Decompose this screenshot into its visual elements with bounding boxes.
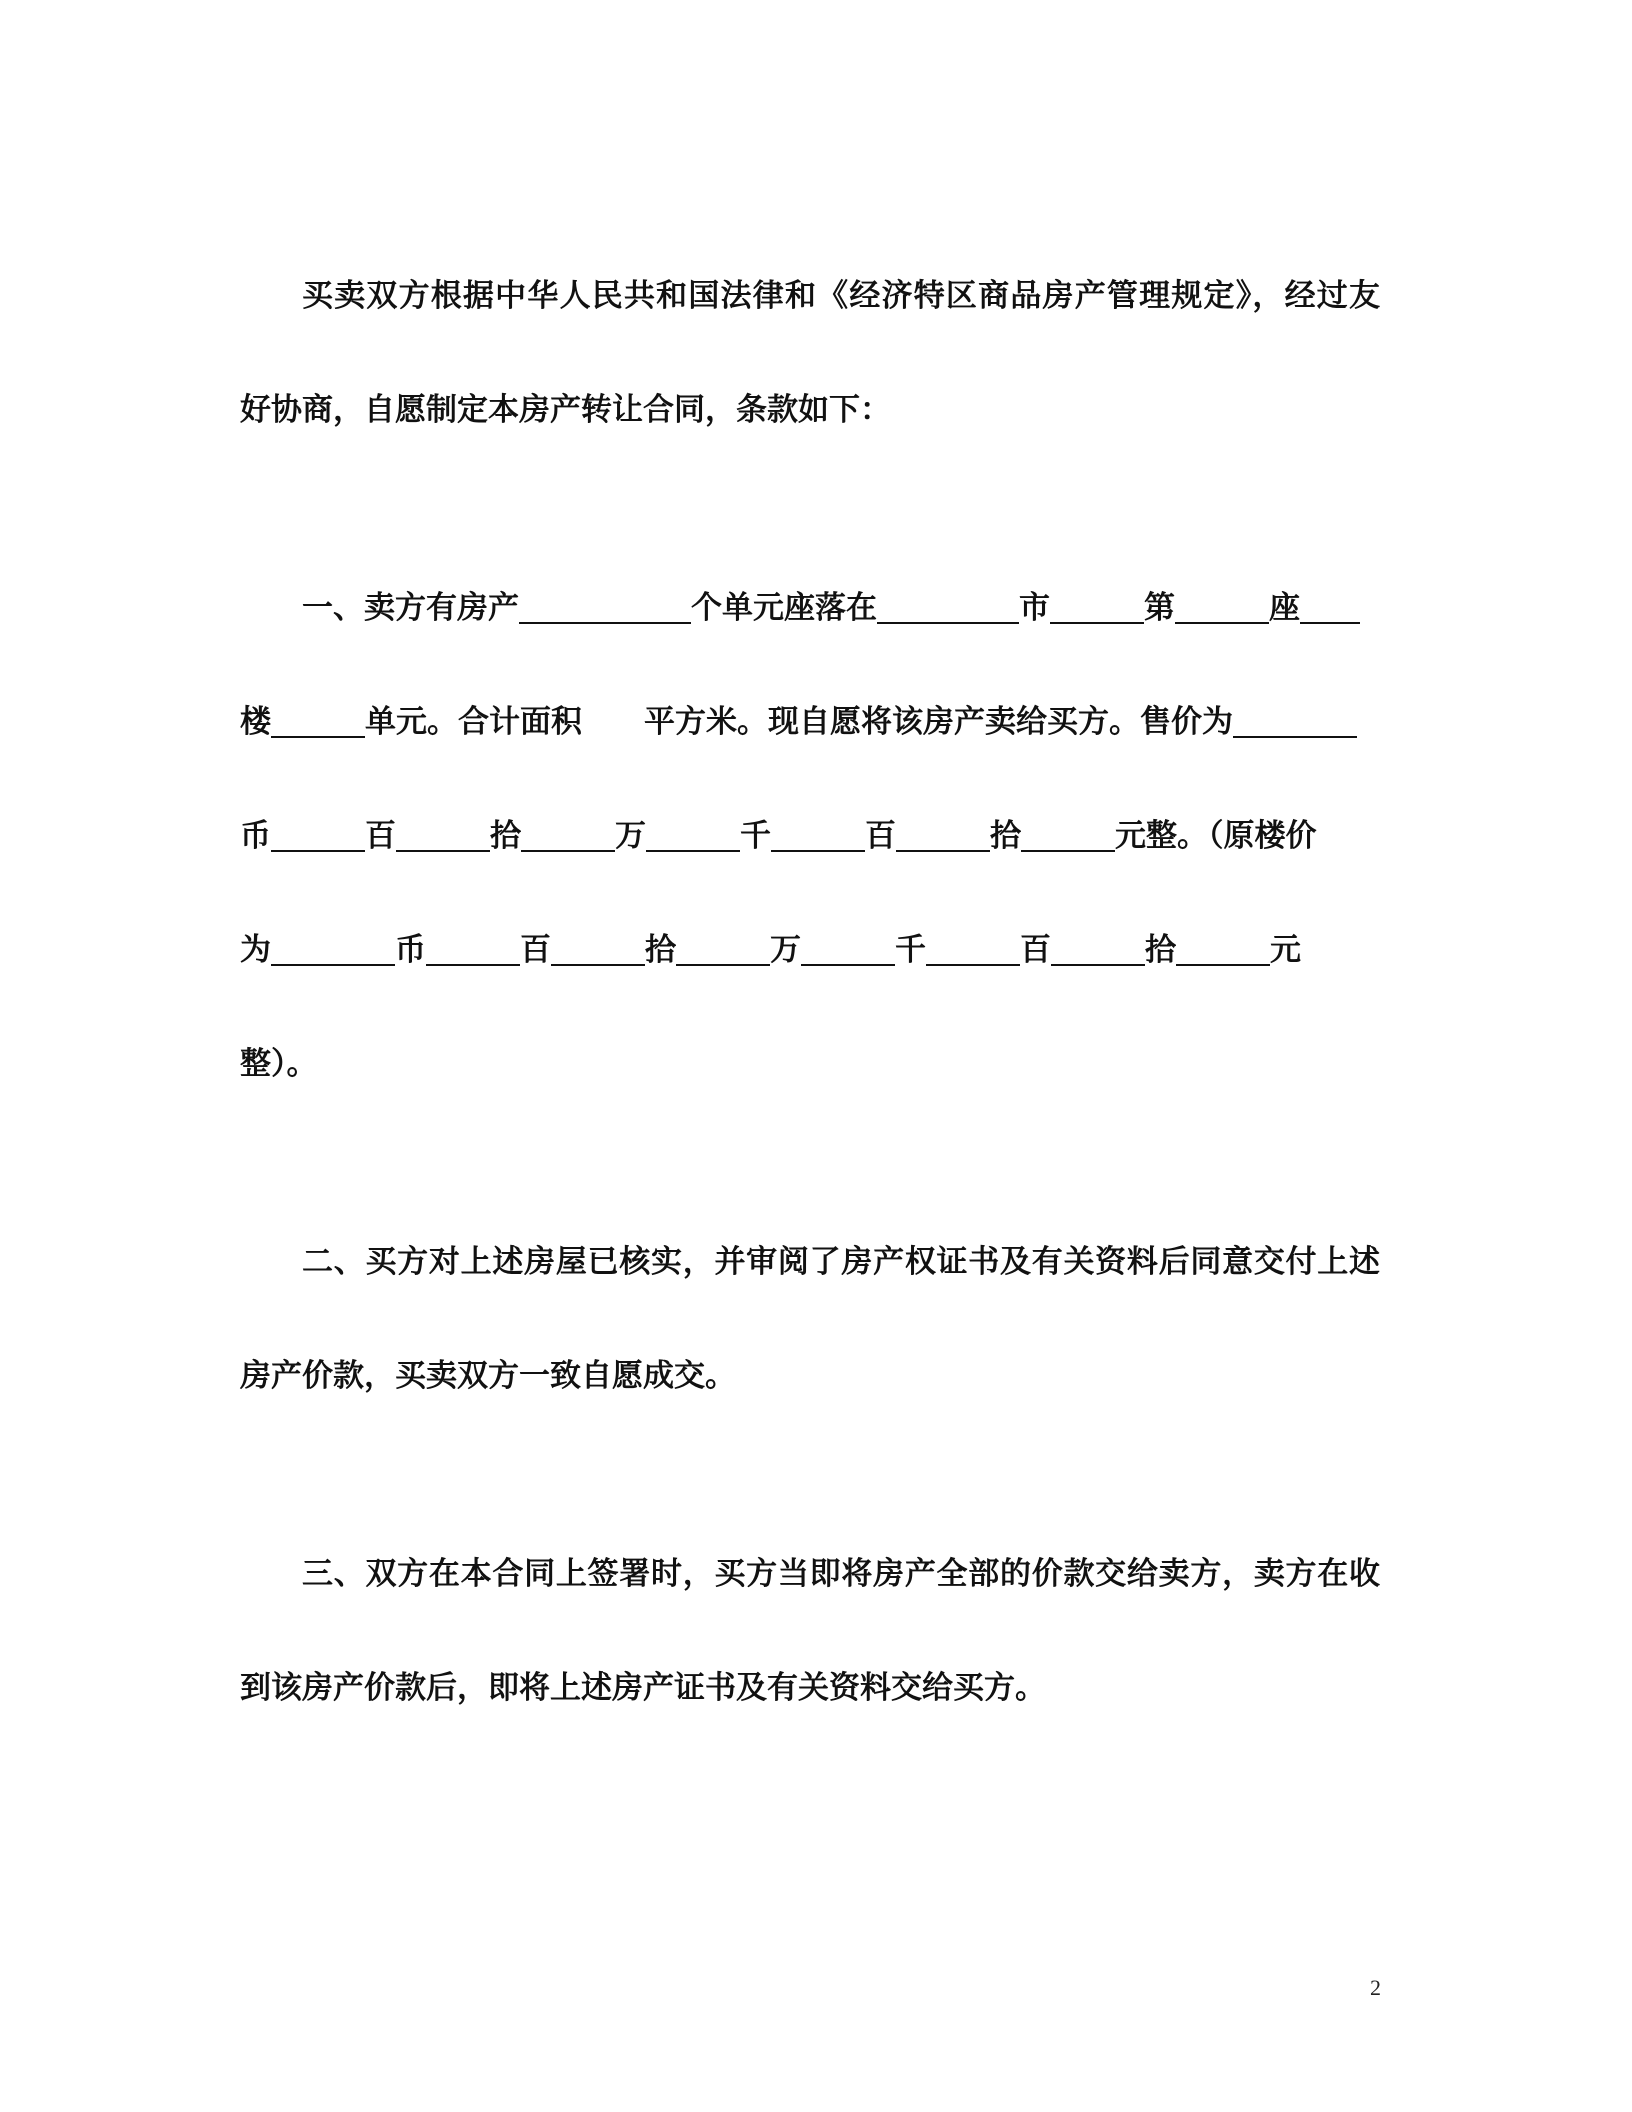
- page-number: 2: [1370, 1975, 1381, 2000]
- blank-field[interactable]: [396, 820, 490, 852]
- clause-text: 币: [240, 818, 271, 854]
- clause-text: 楼: [240, 704, 271, 740]
- clause-1-line-2: [240, 700, 1380, 744]
- blank-field[interactable]: [1176, 934, 1270, 966]
- intro-line-1: 买卖双方根据中华人民共和国法律和《经济特区商品房产管理规定》，经过友: [302, 278, 1380, 314]
- clause-1-line-1: [302, 586, 1380, 630]
- clause-1-line-4: [240, 928, 1380, 972]
- blank-field[interactable]: [877, 592, 1019, 624]
- blank-field[interactable]: [771, 820, 865, 852]
- clause-text: 单元。合计面积: [365, 704, 582, 740]
- clause-text: 千: [740, 818, 771, 854]
- clause-text: 元整。（原楼价: [1115, 818, 1317, 854]
- clause-text: 元: [1270, 932, 1301, 968]
- clause-3-line-2: 到该房产价款后，即将上述房产证书及有关资料交给买方。: [240, 1670, 1046, 1706]
- blank-field[interactable]: [896, 820, 990, 852]
- clause-text: 市: [1019, 590, 1050, 626]
- clause-text: 第: [1144, 590, 1175, 626]
- clause-2-line-1: 二、买方对上述房屋已核实，并审阅了房产权证书及有关资料后同意交付上述: [302, 1244, 1380, 1280]
- intro-line-2: 好协商，自愿制定本房产转让合同，条款如下：: [240, 392, 891, 428]
- clause-text: 百: [520, 932, 551, 968]
- clause-text: 拾: [645, 932, 676, 968]
- clause-text: 一、卖方有房产: [302, 590, 519, 626]
- blank-field[interactable]: [271, 934, 395, 966]
- blank-field[interactable]: [926, 934, 1020, 966]
- blank-field[interactable]: [521, 820, 615, 852]
- blank-field[interactable]: [1175, 592, 1269, 624]
- blank-field[interactable]: [519, 592, 691, 624]
- clause-3-line-1: 三、双方在本合同上签署时，买方当即将房产全部的价款交给卖方，卖方在收: [302, 1556, 1380, 1592]
- clause-text: 万: [770, 932, 801, 968]
- clause-text: 平方米。现自愿将该房产卖给买方。售价为: [644, 704, 1233, 740]
- clause-1-line-5: 整）。: [240, 1046, 318, 1082]
- clause-text: 拾: [1145, 932, 1176, 968]
- clause-text: 座: [1269, 590, 1300, 626]
- clause-text: 为: [240, 932, 271, 968]
- blank-field[interactable]: [1051, 934, 1145, 966]
- blank-field[interactable]: [676, 934, 770, 966]
- clause-text: 百: [1020, 932, 1051, 968]
- clause-1-line-3: [240, 814, 1380, 858]
- blank-field[interactable]: [801, 934, 895, 966]
- blank-field[interactable]: [551, 934, 645, 966]
- clause-text: 万: [615, 818, 646, 854]
- blank-field[interactable]: [1233, 706, 1357, 738]
- blank-field[interactable]: [1021, 820, 1115, 852]
- blank-field[interactable]: [271, 820, 365, 852]
- blank-field[interactable]: [426, 934, 520, 966]
- clause-text: 千: [895, 932, 926, 968]
- clause-text: 百: [365, 818, 396, 854]
- clause-text: 币: [395, 932, 426, 968]
- clause-text: 拾: [990, 818, 1021, 854]
- clause-text: 个单元座落在: [691, 590, 877, 626]
- blank-field[interactable]: [271, 706, 365, 738]
- blank-field[interactable]: [1300, 592, 1360, 624]
- clause-text: 拾: [490, 818, 521, 854]
- blank-field[interactable]: [1050, 592, 1144, 624]
- clause-2-line-2: 房产价款，买卖双方一致自愿成交。: [240, 1358, 736, 1394]
- clause-text: 百: [865, 818, 896, 854]
- blank-field[interactable]: [646, 820, 740, 852]
